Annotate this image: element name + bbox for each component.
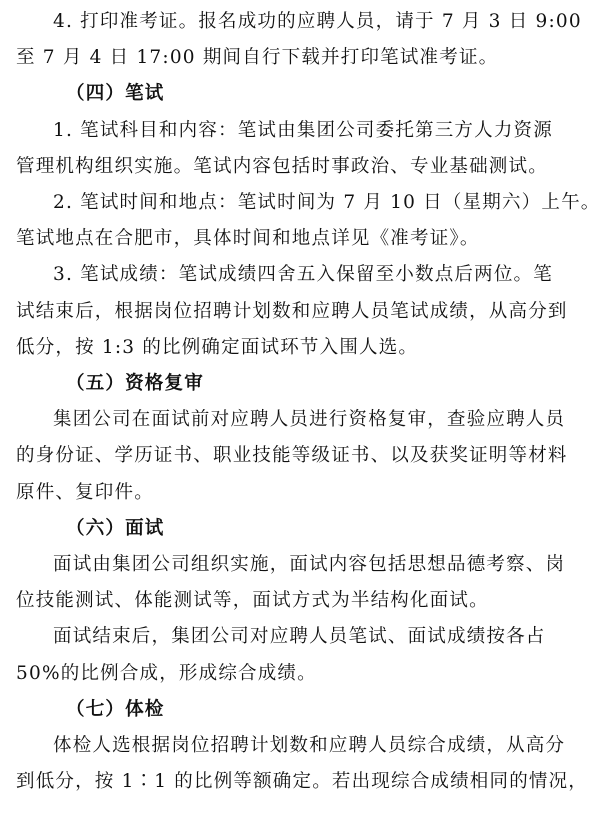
document-body [16,4,604,800]
text-line: 面试由集团公司组织实施，面试内容包括思想品德考察、岗 [53,554,566,576]
section-heading-qualification-review: （五）资格复审 [66,373,204,395]
text-line: 位技能测试、体能测试等，面试方式为半结构化面试。 [16,590,489,612]
text-line: 低分，按 1:3 的比例确定面试环节入围人选。 [16,336,419,358]
text-line: 试结束后，根据岗位招聘计划数和应聘人员笔试成绩，从高分到 [16,300,568,322]
text-line: 50%的比例合成，形成综合成绩。 [16,662,317,684]
paragraph-exam-subjects [16,113,604,185]
section-heading-physical-exam: （七）体检 [66,698,165,720]
text-line: 管理机构组织实施。笔试内容包括时事政治、专业基础测试。 [16,155,548,177]
paragraph-interview-content [16,547,604,619]
text-line: 体检人选根据岗位招聘计划数和应聘人员综合成绩，从高分 [53,735,566,757]
section-heading-written-exam: （四）笔试 [66,83,165,105]
text-line: 的身份证、学历证书、职业技能等级证书、以及获奖证明等材料 [16,445,568,467]
text-line: 2. 笔试时间和地点：笔试时间为 7 月 10 日（星期六）上午。 [53,192,601,214]
section-heading-interview: （六）面试 [66,517,165,539]
text-line: 到低分，按 1∶1 的比例等额确定。若出现综合成绩相同的情况， [16,771,589,793]
text-line: 集团公司在面试前对应聘人员进行资格复审，查验应聘人员 [53,409,566,431]
text-line: 4. 打印准考证。报名成功的应聘人员，请于 7 月 3 日 9:00 [53,11,582,32]
text-line: 笔试地点在合肥市，具体时间和地点详见《准考证》。 [16,228,480,250]
paragraph-print-admission-ticket [16,4,604,76]
paragraph-qualification-review [16,402,604,511]
paragraph-composite-score [16,619,604,691]
text-line: 至 7 月 4 日 17:00 期间自行下载并打印笔试准考证。 [16,47,499,69]
text-line: 3. 笔试成绩：笔试成绩四舍五入保留至小数点后两位。笔 [53,264,553,286]
text-line: 原件、复印件。 [16,481,154,503]
text-line: 面试结束后，集团公司对应聘人员笔试、面试成绩按各占 [53,626,546,648]
paragraph-exam-scores [16,257,604,366]
paragraph-physical-exam [16,728,604,800]
paragraph-exam-time-place [16,185,604,257]
text-line: 1. 笔试科目和内容：笔试由集团公司委托第三方人力资源 [53,119,553,141]
